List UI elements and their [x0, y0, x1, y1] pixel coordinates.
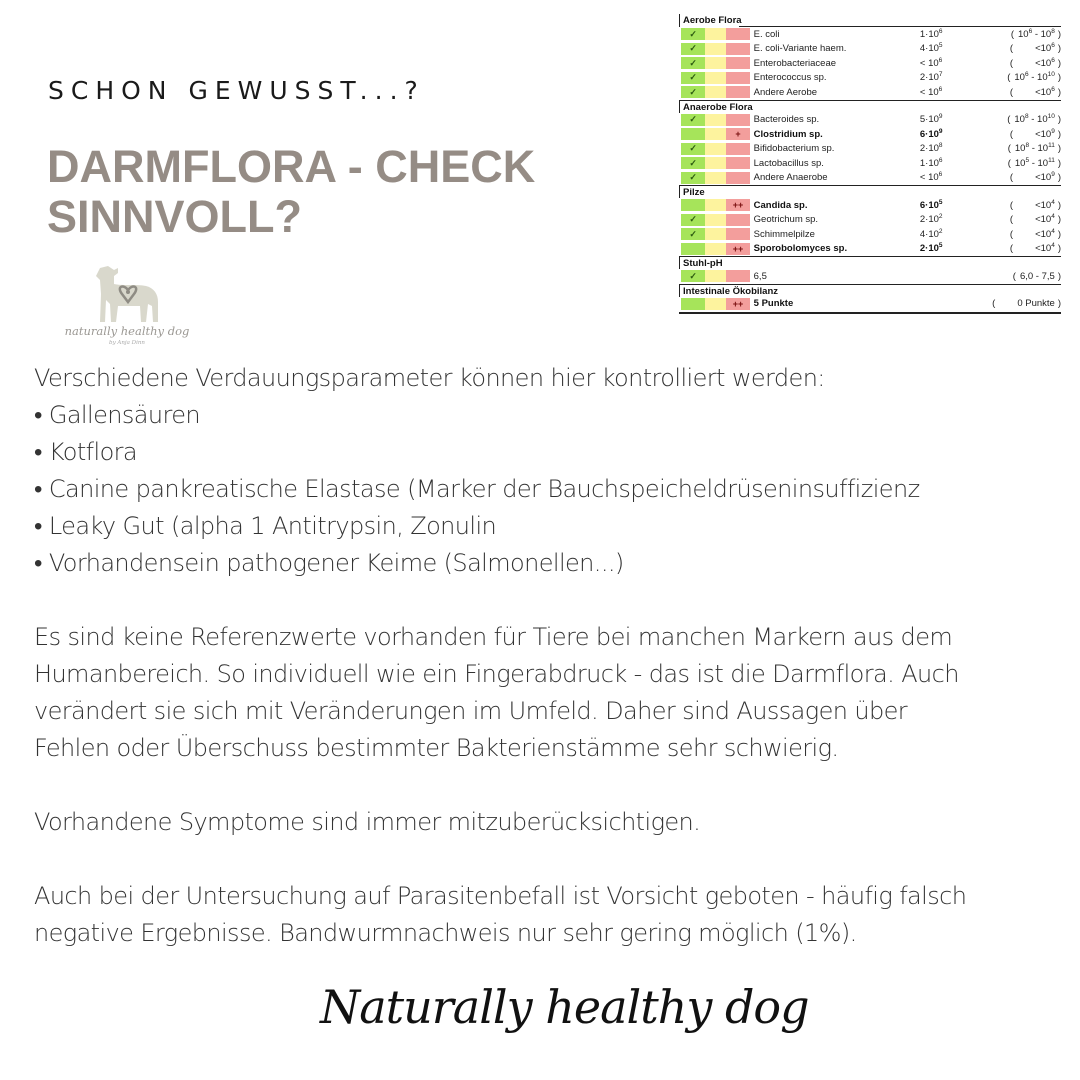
- body-text: [34, 360, 1064, 952]
- lab-value-base: < 10: [919, 57, 939, 69]
- ref-high-exponent: 11: [1048, 142, 1055, 150]
- lab-reference-range: [974, 243, 1061, 254]
- lab-value: [920, 58, 974, 69]
- lab-report-table: [679, 14, 1061, 314]
- bullet-item: • Canine pankreatische Elastase (Marker der Bauchspeicheldrüseninsuffizienz: [34, 475, 920, 503]
- status-warn-cell: [705, 214, 726, 226]
- ref-close: ): [1057, 28, 1062, 40]
- ref-low-exponent: 4: [1051, 242, 1055, 250]
- status-warn-cell: [705, 114, 726, 126]
- ref-low-exponent: 5: [1025, 156, 1030, 164]
- ref-separator: -: [1032, 28, 1041, 40]
- lab-value-exponent: 9: [938, 127, 943, 135]
- paragraph-line: negative Ergebnisse. Bandwurmnachweis nur sehr gering möglich (1%).: [34, 919, 857, 947]
- status-ok-cell: ✓: [681, 86, 705, 98]
- status-ok-cell: ✓: [681, 270, 705, 282]
- status-high-cell: [726, 57, 749, 69]
- status-warn-cell: [705, 128, 726, 140]
- lab-value-base: 6·10: [919, 128, 939, 140]
- ref-low-exponent: 9: [1051, 171, 1055, 179]
- ref-close: ): [1057, 128, 1062, 140]
- status-high-cell: [726, 86, 749, 98]
- status-warn-cell: [705, 28, 726, 40]
- status-ok-cell: ✓: [681, 72, 705, 84]
- lab-reference-range: [974, 271, 1061, 282]
- lab-parameter-name: E. coli-Variante haem.: [753, 43, 847, 55]
- ref-low-exponent: 4: [1051, 213, 1055, 221]
- ref-high: 10: [1040, 28, 1052, 40]
- lab-row: [679, 171, 1061, 186]
- ref-close: ): [1057, 270, 1062, 282]
- lab-reference-range: [974, 143, 1061, 154]
- lab-value: [920, 87, 974, 98]
- lab-value-exponent: 7: [938, 71, 943, 79]
- ref-low-exponent: 6: [1051, 56, 1055, 64]
- lab-reference-range: [974, 29, 1061, 40]
- logo-text: naturally healthy dog: [64, 324, 190, 338]
- page-title-line-2: SINNVOLL?: [47, 191, 302, 242]
- lab-value-exponent: 5: [938, 42, 943, 50]
- status-warn-cell: [705, 199, 726, 211]
- ref-low: 6,0: [1019, 270, 1034, 282]
- lab-parameter-name: Candida sp.: [753, 199, 808, 211]
- lab-value-base: < 10: [919, 172, 939, 184]
- paragraph-line: Fehlen oder Überschuss bestimmter Bakterienstämme sehr schwierig.: [34, 734, 839, 762]
- lab-parameter-name: Andere Aerobe: [753, 86, 818, 98]
- lab-section-header: Anaerobe Flora: [679, 100, 1061, 113]
- ref-separator: -: [1029, 143, 1038, 155]
- ref-open: (: [1009, 43, 1014, 55]
- status-ok-cell: [681, 199, 705, 211]
- lab-row: [679, 27, 1061, 42]
- status-high-cell: ++: [726, 298, 749, 310]
- dog-silhouette-heart-icon: [92, 264, 164, 326]
- lab-row: [679, 113, 1061, 128]
- status-ok-cell: [681, 298, 705, 310]
- ref-high-exponent: 8: [1051, 27, 1055, 35]
- logo-subtext: by Anja Dinn: [109, 340, 145, 346]
- status-high-cell: [726, 270, 749, 282]
- ref-low: 10: [1014, 157, 1026, 169]
- paragraph-line: Humanbereich. So individuell wie ein Fingerabdruck - das ist die Darmflora. Auch: [34, 660, 959, 688]
- ref-low: 10: [1014, 143, 1026, 155]
- lab-value-base: 6·10: [919, 199, 939, 211]
- ref-separator: -: [1029, 157, 1038, 169]
- lab-reference-range: [974, 43, 1061, 54]
- lab-parameter-name: Bifidobacterium sp.: [753, 143, 835, 155]
- ref-open: (: [1009, 199, 1014, 211]
- ref-separator: -: [1028, 114, 1038, 126]
- status-high-cell: [726, 43, 749, 55]
- ref-close: ): [1057, 57, 1062, 69]
- paragraph-line: Es sind keine Referenzwerte vorhanden für Tiere bei manchen Markern aus dem: [34, 623, 953, 651]
- lab-value: [920, 129, 974, 140]
- bullet-item: • Kotflora: [34, 438, 138, 466]
- ref-low-exponent: 4: [1051, 198, 1055, 206]
- lab-value-base: 1·10: [919, 157, 939, 169]
- lab-value: [920, 72, 974, 83]
- lab-reference-range: [974, 87, 1061, 98]
- status-high-cell: [726, 228, 749, 240]
- lab-parameter-name: Schimmelpilze: [753, 228, 815, 240]
- signature: Naturally healthy dog: [320, 980, 809, 1034]
- ref-close: ): [1057, 199, 1062, 211]
- ref-open: (: [1012, 270, 1016, 282]
- lab-value-exponent: 8: [938, 142, 943, 150]
- status-high-cell: [726, 143, 749, 155]
- lab-row: [679, 42, 1061, 57]
- lab-value: [920, 172, 974, 183]
- lab-value-exponent: 5: [938, 242, 943, 250]
- status-high-cell: ++: [726, 199, 749, 211]
- ref-low: <10: [1035, 57, 1052, 69]
- status-warn-cell: [705, 43, 726, 55]
- ref-low-exponent: 8: [1025, 142, 1030, 150]
- ref-close: ): [1057, 214, 1062, 226]
- lab-value: [920, 214, 974, 225]
- ref-low-exponent: 6: [1028, 27, 1033, 35]
- ref-low: <10: [1035, 228, 1052, 240]
- ref-low: 10: [1014, 72, 1025, 84]
- status-high-cell: ++: [726, 243, 749, 255]
- status-warn-cell: [705, 157, 726, 169]
- ref-low-exponent: 6: [1051, 42, 1055, 50]
- ref-separator: -: [1033, 270, 1042, 282]
- lab-parameter-name: Clostridium sp.: [753, 128, 823, 140]
- ref-high-exponent: 10: [1047, 113, 1055, 121]
- ref-low: <10: [1035, 128, 1052, 140]
- ref-close: ): [1057, 43, 1062, 55]
- lab-parameter-name: Enterobacteriaceae: [753, 57, 837, 69]
- lab-value-base: 4·10: [919, 228, 939, 240]
- status-ok-cell: ✓: [681, 114, 705, 126]
- lab-value-exponent: 2: [938, 213, 943, 221]
- status-ok-cell: [681, 128, 705, 140]
- ref-open: (: [1010, 28, 1014, 40]
- lab-value-exponent: 6: [938, 56, 943, 64]
- ref-high: 7,5: [1041, 270, 1055, 282]
- ref-open: (: [1007, 143, 1011, 155]
- status-warn-cell: [705, 243, 726, 255]
- status-ok-cell: ✓: [681, 172, 705, 184]
- lab-value: [920, 29, 974, 40]
- lab-value-base: 5·10: [919, 114, 939, 126]
- lab-reference-range: [974, 172, 1061, 183]
- ref-low-exponent: 6: [1051, 85, 1055, 93]
- lab-reference-range: [974, 114, 1061, 125]
- lab-row: [679, 71, 1061, 86]
- brand-logo: [52, 262, 202, 354]
- ref-high: 10: [1037, 114, 1048, 126]
- lab-value: [920, 114, 974, 125]
- ref-low: 0 Punkte: [1017, 298, 1055, 310]
- lab-row: [679, 198, 1061, 213]
- ref-close: ): [1057, 228, 1062, 240]
- lab-value: [920, 243, 974, 254]
- status-high-cell: +: [726, 128, 749, 140]
- lab-row: [679, 242, 1061, 257]
- lab-section-header: Pilze: [679, 185, 1061, 198]
- status-ok-cell: [681, 243, 705, 255]
- ref-close: ): [1057, 143, 1062, 155]
- page-title-line-1: DARMFLORA - CHECK: [47, 141, 536, 192]
- ref-low: 10: [1017, 28, 1029, 40]
- status-warn-cell: [705, 86, 726, 98]
- lab-value: [920, 200, 974, 211]
- lab-parameter-name: Bacteroides sp.: [753, 114, 820, 126]
- status-high-cell: [726, 72, 749, 84]
- ref-close: ): [1057, 114, 1062, 126]
- lab-row: [679, 127, 1061, 142]
- ref-low: <10: [1035, 86, 1052, 98]
- ref-low: <10: [1035, 43, 1052, 55]
- lab-parameter-name: 5 Punkte: [753, 298, 794, 310]
- lab-row: [679, 213, 1061, 228]
- lab-section-header: Aerobe Flora: [679, 14, 1061, 27]
- ref-low-exponent: 9: [1051, 127, 1055, 135]
- lab-row: [679, 142, 1061, 157]
- ref-open: (: [1009, 128, 1014, 140]
- ref-low-exponent: 8: [1024, 113, 1029, 121]
- lab-parameter-name: Enterococcus sp.: [753, 72, 827, 84]
- lab-value-exponent: 6: [938, 171, 943, 179]
- kicker-text: SCHON GEWUSST...?: [48, 76, 425, 105]
- lab-reference-range: [974, 229, 1061, 240]
- status-high-cell: [726, 28, 749, 40]
- status-warn-cell: [705, 143, 726, 155]
- ref-open: (: [1007, 157, 1011, 169]
- ref-separator: -: [1028, 72, 1038, 84]
- lab-value-base: 1·10: [919, 28, 939, 40]
- lab-value: [920, 43, 974, 54]
- ref-close: ): [1057, 243, 1062, 255]
- ref-low: <10: [1035, 214, 1052, 226]
- bullet-item: • Vorhandensein pathogener Keime (Salmonellen...): [34, 549, 624, 577]
- ref-close: ): [1057, 157, 1062, 169]
- ref-close: ): [1057, 72, 1062, 84]
- lab-value-exponent: 6: [938, 27, 943, 35]
- lab-table-bottom-border: [679, 312, 1061, 314]
- status-ok-cell: ✓: [681, 143, 705, 155]
- lab-value-base: 2·10: [919, 143, 939, 155]
- lab-value-exponent: 9: [938, 113, 943, 121]
- ref-open: (: [1009, 228, 1014, 240]
- status-warn-cell: [705, 270, 726, 282]
- lab-reference-range: [974, 129, 1061, 140]
- status-high-cell: [726, 172, 749, 184]
- status-warn-cell: [705, 172, 726, 184]
- lab-row: [679, 156, 1061, 171]
- lab-reference-range: [974, 58, 1061, 69]
- lab-row: [679, 56, 1061, 71]
- status-ok-cell: ✓: [681, 57, 705, 69]
- status-ok-cell: ✓: [681, 43, 705, 55]
- lab-parameter-name: E. coli: [753, 28, 780, 40]
- lab-parameter-name: 6,5: [753, 270, 767, 282]
- ref-close: ): [1057, 172, 1062, 184]
- lab-value: [920, 143, 974, 154]
- lab-value: [920, 229, 974, 240]
- bullet-item: • Gallensäuren: [34, 401, 200, 429]
- lab-parameter-name: Lactobacillus sp.: [753, 157, 824, 169]
- lab-value-base: < 10: [919, 86, 939, 98]
- lab-parameter-name: Sporobolomyces sp.: [753, 243, 848, 255]
- ref-low: 10: [1014, 114, 1025, 126]
- paragraph-line: Auch bei der Untersuchung auf Parasitenbefall ist Vorsicht geboten - häufig falsch: [34, 882, 967, 910]
- lab-value-base: 4·10: [919, 43, 939, 55]
- ref-open: (: [1009, 172, 1014, 184]
- paragraph-line: verändert sie sich mit Veränderungen im Umfeld. Daher sind Aussagen über: [34, 697, 908, 725]
- lab-value-base: 2·10: [919, 214, 939, 226]
- ref-low: <10: [1035, 199, 1052, 211]
- ref-low-exponent: 6: [1024, 71, 1029, 79]
- lab-parameter-name: Geotrichum sp.: [753, 214, 819, 226]
- ref-open: (: [1007, 72, 1011, 84]
- lab-row: [679, 297, 1061, 312]
- lab-parameter-name: Andere Anaerobe: [753, 172, 828, 184]
- ref-open: (: [1009, 57, 1014, 69]
- lab-section-header: Intestinale Ökobilanz: [679, 284, 1061, 297]
- lab-reference-range: [974, 72, 1061, 83]
- status-warn-cell: [705, 57, 726, 69]
- status-high-cell: [726, 114, 749, 126]
- lab-row: [679, 269, 1061, 284]
- lab-row: [679, 85, 1061, 100]
- status-ok-cell: ✓: [681, 228, 705, 240]
- ref-high: 10: [1037, 157, 1049, 169]
- lab-value-exponent: 6: [938, 156, 943, 164]
- lab-value: [920, 158, 974, 169]
- ref-low: <10: [1035, 243, 1052, 255]
- lab-value-base: 2·10: [919, 243, 939, 255]
- status-high-cell: [726, 157, 749, 169]
- ref-open: (: [1007, 114, 1011, 126]
- ref-high-exponent: 10: [1047, 71, 1055, 79]
- ref-high: 10: [1037, 143, 1049, 155]
- status-ok-cell: ✓: [681, 157, 705, 169]
- symptoms-note: Vorhandene Symptome sind immer mitzuberücksichtigen.: [34, 808, 701, 836]
- lab-value-exponent: 2: [938, 227, 943, 235]
- status-warn-cell: [705, 298, 726, 310]
- status-ok-cell: ✓: [681, 214, 705, 226]
- ref-open: (: [1009, 243, 1014, 255]
- lab-row: [679, 227, 1061, 242]
- ref-open: (: [1009, 214, 1014, 226]
- status-warn-cell: [705, 228, 726, 240]
- ref-low-exponent: 4: [1051, 227, 1055, 235]
- intro-text: Verschiedene Verdauungsparameter können hier kontrolliert werden:: [34, 364, 825, 392]
- ref-low: <10: [1035, 172, 1052, 184]
- ref-high: 10: [1037, 72, 1048, 84]
- lab-reference-range: [974, 298, 1061, 309]
- ref-high-exponent: 11: [1048, 156, 1055, 164]
- lab-reference-range: [974, 200, 1061, 211]
- page-title: [47, 142, 567, 242]
- ref-open: (: [1009, 86, 1014, 98]
- lab-reference-range: [974, 214, 1061, 225]
- status-high-cell: [726, 214, 749, 226]
- lab-section-header: Stuhl-pH: [679, 256, 1061, 269]
- ref-open: (: [992, 298, 996, 310]
- status-warn-cell: [705, 72, 726, 84]
- lab-value-exponent: 6: [938, 85, 943, 93]
- bullet-item: • Leaky Gut (alpha 1 Antitrypsin, Zonulin: [34, 512, 497, 540]
- lab-reference-range: [974, 158, 1061, 169]
- lab-value-exponent: 5: [938, 198, 943, 206]
- lab-value-base: 2·10: [919, 72, 939, 84]
- ref-close: ): [1057, 298, 1062, 310]
- status-ok-cell: ✓: [681, 28, 705, 40]
- ref-close: ): [1057, 86, 1062, 98]
